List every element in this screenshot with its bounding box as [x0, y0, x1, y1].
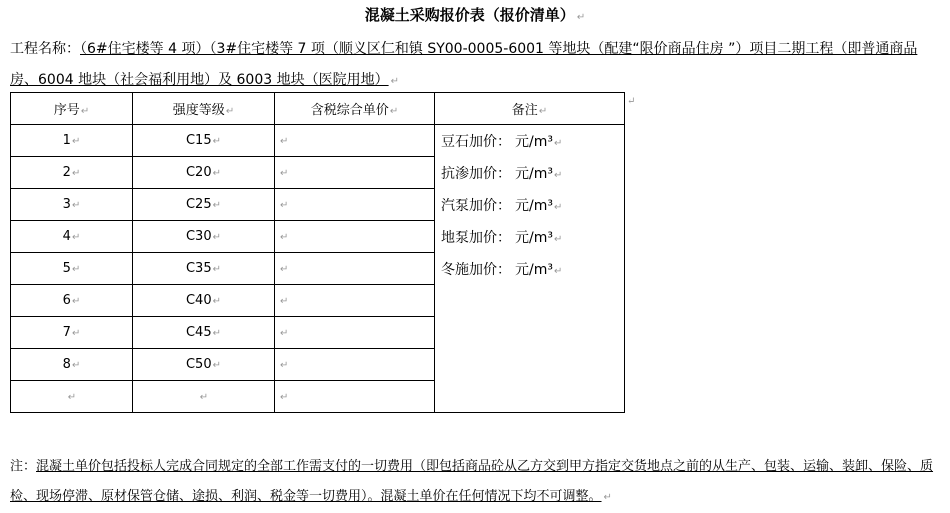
cell-grade: C20↵	[133, 157, 275, 189]
cell-no: 6↵	[11, 285, 133, 317]
cell-mark-icon: ↵	[280, 296, 289, 307]
remark-item: 地泵加价： 元/m³↵	[441, 230, 563, 246]
cell-mark-icon: ↵	[280, 200, 289, 211]
cell-mark-icon: ↵	[212, 328, 221, 339]
cell-mark-icon: ↵	[553, 202, 563, 213]
table-row	[11, 125, 625, 157]
cell-price[interactable]	[275, 221, 435, 253]
cell-mark-icon: ↵	[212, 296, 221, 307]
cell-mark-icon: ↵	[280, 264, 289, 275]
header-price: 含税综合单价↵	[275, 93, 435, 125]
cell-mark-icon: ↵	[71, 360, 81, 371]
cell-mark-icon: ↵	[71, 136, 81, 147]
cell-mark-icon: ↵	[71, 264, 81, 275]
title-text: 混凝土采购报价表（报价清单）	[364, 6, 575, 24]
cell-mark-icon: ↵	[225, 106, 235, 117]
cell-grade: C40↵	[133, 285, 275, 317]
cell-mark-icon: ↵	[212, 200, 221, 211]
table-header-row	[11, 93, 625, 125]
cell-grade	[133, 381, 275, 413]
cell-mark-icon: ↵	[212, 360, 221, 371]
cell-mark-icon: ↵	[553, 266, 563, 277]
cell-mark-icon: ↵	[71, 232, 81, 243]
project-name	[10, 34, 945, 97]
cell-grade: C30↵	[133, 221, 275, 253]
note-label: 注：	[10, 459, 37, 474]
cell-price[interactable]	[275, 253, 435, 285]
cell-mark-icon: ↵	[553, 234, 563, 245]
cell-mark-icon: ↵	[280, 168, 289, 179]
project-label: 工程名称：	[10, 41, 80, 57]
cell-mark-icon: ↵	[71, 168, 81, 179]
cell-mark-icon: ↵	[280, 328, 289, 339]
cell-mark-icon: ↵	[71, 328, 81, 339]
price-table	[10, 92, 625, 413]
paragraph-mark-icon: ↵	[603, 492, 612, 503]
cell-mark-icon: ↵	[212, 168, 221, 179]
header-remark: 备注↵	[435, 93, 625, 125]
cell-grade: C45↵	[133, 317, 275, 349]
cell-mark-icon: ↵	[212, 136, 221, 147]
project-value: （6#住宅楼等 4 项）（3#住宅楼等 7 项（顺义区仁和镇 SY00-0005-6001 等地块（配建“限价商品住房 ”）项目二期工程（即普通商品房、6004 地块（社会福利用地）及 6003 地块（医院用地）	[10, 41, 918, 88]
cell-mark-icon: ↵	[280, 136, 289, 147]
cell-mark-icon: ↵	[67, 392, 77, 403]
cell-mark-icon: ↵	[80, 106, 90, 117]
cell-grade: C15↵	[133, 125, 275, 157]
remark-item: 抗渗加价： 元/m³↵	[441, 166, 563, 182]
cell-mark-icon: ↵	[280, 360, 289, 371]
cell-mark-icon: ↵	[280, 392, 289, 403]
note-text: 混凝土单价包括投标人完成合同规定的全部工作需支付的一切费用（即包括商品砼从乙方交到甲方指定交货地点之前的从生产、包装、运输、装卸、保险、质检、现场停滞、原材保管仓储、途损、利润、税金等一切费用）。混凝土单价在任何情况下均不可调整。	[10, 459, 934, 504]
cell-mark-icon: ↵	[71, 296, 81, 307]
cell-mark-icon: ↵	[212, 264, 221, 275]
remark-item: 汽泵加价： 元/m³↵	[441, 198, 563, 214]
cell-no: 8↵	[11, 349, 133, 381]
footnote	[10, 452, 945, 513]
cell-no: 2↵	[11, 157, 133, 189]
cell-mark-icon: ↵	[389, 106, 399, 117]
header-grade: 强度等级↵	[133, 93, 275, 125]
cell-mark-icon: ↵	[538, 106, 548, 117]
cell-price[interactable]	[275, 381, 435, 413]
cell-remarks	[435, 125, 625, 413]
page-title	[0, 4, 950, 25]
cell-no: 5↵	[11, 253, 133, 285]
cell-mark-icon: ↵	[553, 170, 563, 181]
cell-mark-icon: ↵	[553, 138, 563, 149]
remark-item: 冬施加价： 元/m³↵	[441, 262, 563, 278]
cell-mark-icon: ↵	[280, 232, 289, 243]
cell-price[interactable]	[275, 157, 435, 189]
cell-grade: C35↵	[133, 253, 275, 285]
paragraph-mark-icon: ↵	[576, 12, 586, 23]
cell-grade: C50↵	[133, 349, 275, 381]
cell-no: 4↵	[11, 221, 133, 253]
cell-price[interactable]	[275, 349, 435, 381]
cell-no: 1↵	[11, 125, 133, 157]
cell-price[interactable]	[275, 125, 435, 157]
cell-price[interactable]	[275, 285, 435, 317]
cell-no: 3↵	[11, 189, 133, 221]
cell-no: 7↵	[11, 317, 133, 349]
cell-mark-icon: ↵	[199, 392, 209, 403]
cell-mark-icon: ↵	[212, 232, 221, 243]
cell-no	[11, 381, 133, 413]
cell-price[interactable]	[275, 189, 435, 221]
paragraph-mark-icon: ↵	[390, 76, 399, 87]
row-end-mark-icon: ↵	[627, 96, 636, 107]
remark-item: 豆石加价： 元/m³↵	[441, 134, 563, 150]
cell-mark-icon: ↵	[71, 200, 81, 211]
cell-price[interactable]	[275, 317, 435, 349]
header-no: 序号↵	[11, 93, 133, 125]
cell-grade: C25↵	[133, 189, 275, 221]
